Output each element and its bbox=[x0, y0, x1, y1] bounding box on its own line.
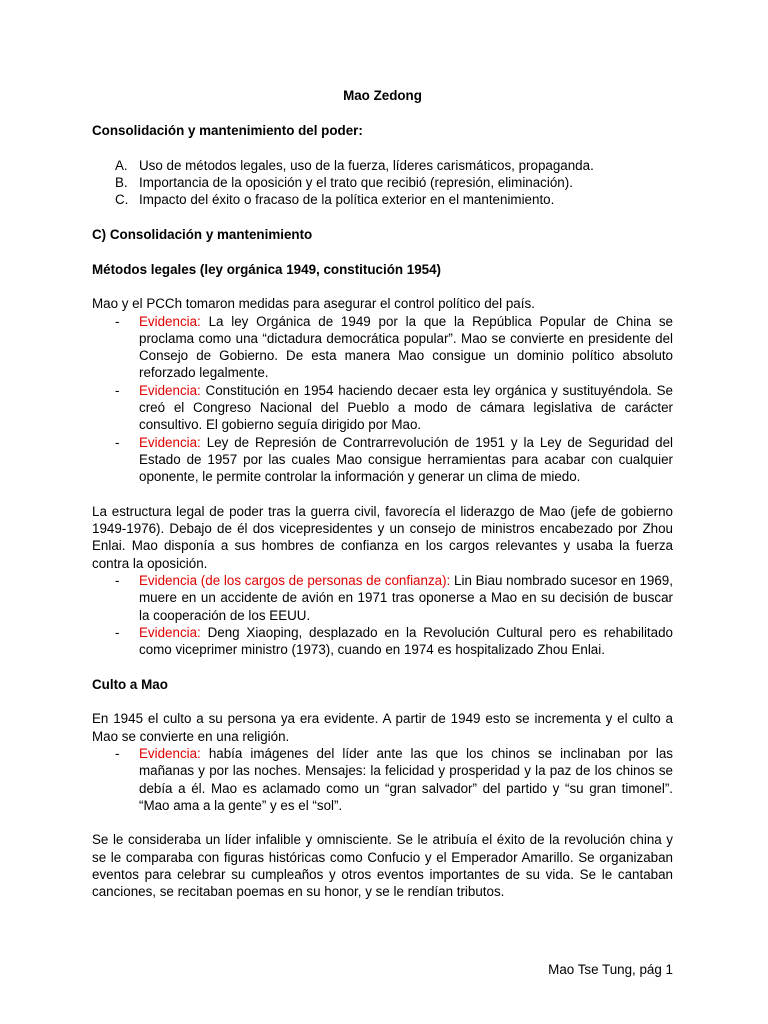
abc-list bbox=[92, 157, 673, 209]
paragraph: Mao y el PCCh tomaron medidas para asegurar el control político del país. bbox=[92, 296, 535, 312]
evidence-label: Evidencia: bbox=[139, 434, 201, 450]
section-heading-culto: Culto a Mao bbox=[92, 676, 168, 692]
evidence-item: - Evidencia: Deng Xiaoping, desplazado en la Revolución Cultural pero es rehabilitado como viceprimer ministro (1973), cuando en 1974 es hospitalizado Zhou Enlai. bbox=[115, 624, 673, 658]
evidence-list bbox=[92, 745, 673, 814]
evidence-item: - Evidencia: Ley de Represión de Contrarrevolución de 1951 y la Ley de Seguridad del Estado de 1957 por las cuales Mao consigue herramientas para acabar con cualquier oponente, le permite controlar la información y generar un clima de miedo. bbox=[115, 434, 673, 485]
paragraph: En 1945 el culto a su persona ya era evidente. A partir de 1949 esto se incrementa y el culto a Mao se convierte en una religión. bbox=[92, 711, 673, 744]
list-item: B. Importancia de la oposición y el trato que recibió (represión, eliminación). bbox=[115, 175, 573, 191]
evidence-label: Evidencia (de los cargos de personas de confianza): bbox=[139, 573, 451, 589]
evidence-label: Evidencia: bbox=[139, 313, 201, 329]
evidence-item: - Evidencia: Constitución en 1954 haciendo decaer esta ley orgánica y sustituyéndola. Se creó el Congreso Nacional del Pueblo a modo de cámara legislativa de carácter consultivo. El gobierno seguía dirigido por Mao. bbox=[115, 382, 673, 433]
list-item: C. Impacto del éxito o fracaso de la política exterior en el mantenimiento. bbox=[115, 192, 555, 208]
section-heading-c: C) Consolidación y mantenimiento bbox=[92, 227, 313, 243]
evidence-label: Evidencia: bbox=[139, 382, 201, 398]
evidence-list bbox=[92, 572, 673, 658]
evidence-list bbox=[92, 313, 673, 486]
page-footer: Mao Tse Tung, pág 1 bbox=[548, 962, 673, 977]
section-heading-consolidacion: Consolidación y mantenimiento del poder: bbox=[92, 123, 363, 139]
list-item: A. Uso de métodos legales, uso de la fuerza, líderes carismáticos, propaganda. bbox=[115, 157, 594, 173]
document-page bbox=[92, 87, 673, 901]
paragraph: Se le consideraba un líder infalible y omnisciente. Se le atribuía el éxito de la revolución china y se le comparaba con figuras históricas como Confucio y el Emperador Amarillo. Se organizaban eventos para celebrar su cumpleaños y otros eventos importantes de su vida. Se le cantaban canciones, se recitaban poemas en su honor, y se le rendían tributos. bbox=[92, 832, 673, 900]
page-title: Mao Zedong bbox=[343, 88, 422, 103]
subheading-metodos-legales: Métodos legales (ley orgánica 1949, constitución 1954) bbox=[92, 261, 442, 277]
evidence-item: - Evidencia (de los cargos de personas de confianza): Lin Biau nombrado sucesor en 1969, muere en un accidente de avión en 1971 tras oponerse a Mao en su decisión de buscar la cooperación de los EEUU. bbox=[115, 573, 673, 623]
evidence-label: Evidencia: bbox=[139, 624, 201, 640]
evidence-item: - Evidencia: había imágenes del líder ante las que los chinos se inclinaban por las mañanas y por las noches. Mensajes: la felicidad y prosperidad y la paz de los chinos se debía a él. Mao es aclamado como un “gran salvador” del partido y “su gran timonel”. “Mao ama a la gente” y es el “sol”. bbox=[115, 745, 673, 813]
evidence-item: - Evidencia: La ley Orgánica de 1949 por la que la República Popular de China se proclama como una “dictadura democrática popular”. Mao se convierte en presidente del Consejo de Gobierno. De esta manera Mao consigue un dominio político absoluto reforzado legalmente. bbox=[115, 313, 673, 381]
evidence-label: Evidencia: bbox=[139, 745, 201, 761]
paragraph: La estructura legal de poder tras la guerra civil, favorecía el liderazgo de Mao (jefe de gobierno 1949-1976). Debajo de él dos vicepresidentes y un consejo de ministros encabezado por Zhou Enlai. Mao disponía a sus hombres de confianza en los cargos relevantes y usaba la fuerza contra la oposición. bbox=[92, 503, 673, 571]
